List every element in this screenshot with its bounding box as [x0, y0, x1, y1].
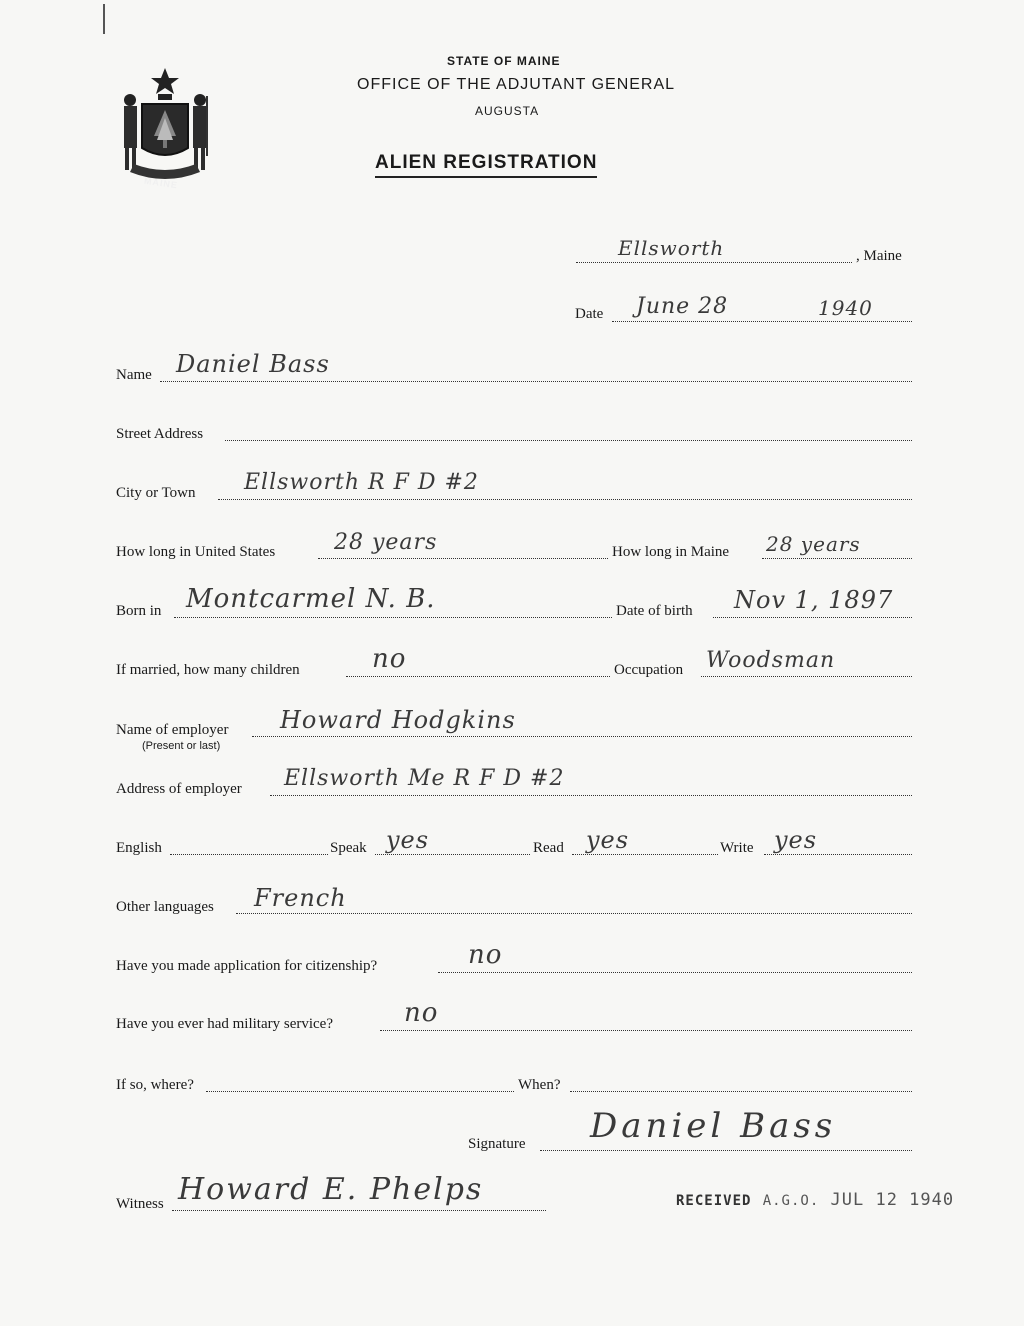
- scan-mark: [103, 4, 105, 34]
- place-value: Ellsworth: [618, 236, 725, 260]
- speak-label: Speak: [330, 840, 367, 856]
- employer-address-label: Address of employer: [116, 781, 242, 797]
- military-value: no: [404, 998, 439, 1028]
- children-value: no: [372, 644, 407, 674]
- signature-label: Signature: [468, 1136, 526, 1152]
- us-years-label: How long in United States: [116, 544, 276, 560]
- state-seal-icon: [112, 66, 218, 190]
- maine-years-value: 28 years: [766, 532, 861, 556]
- occupation-value: Woodsman: [706, 648, 836, 673]
- occupation-label: Occupation: [614, 662, 684, 678]
- born-value: Montcarmel N. B.: [186, 584, 436, 614]
- employer-sublabel: (Present or last): [142, 740, 221, 752]
- citizenship-label: Have you made application for citizenship?: [116, 958, 378, 974]
- date-month-day: June 28: [636, 294, 729, 319]
- employer-value: Howard Hodgkins: [280, 706, 516, 734]
- seal-label: MAINE: [143, 175, 179, 191]
- employer-label: Name of employer: [116, 722, 229, 738]
- children-label: If married, how many children: [116, 662, 300, 678]
- stamp-date: JUL 12 1940: [830, 1190, 955, 1210]
- where-label: If so, where?: [116, 1077, 194, 1093]
- dob-label: Date of birth: [616, 603, 693, 619]
- name-value: Daniel Bass: [176, 350, 330, 378]
- date-year: 1940: [818, 296, 873, 320]
- received-stamp: [676, 1190, 954, 1210]
- speak-value: yes: [386, 826, 430, 854]
- city-heading: AUGUSTA: [475, 104, 540, 118]
- witness-value: Howard E. Phelps: [178, 1172, 484, 1207]
- other-languages-value: French: [254, 884, 347, 912]
- military-label: Have you ever had military service?: [116, 1016, 333, 1032]
- when-label: When?: [518, 1077, 561, 1093]
- place-suffix: , Maine: [856, 248, 902, 264]
- employer-address-value: Ellsworth Me R F D #2: [284, 766, 565, 791]
- read-label: Read: [533, 840, 564, 856]
- dob-value: Nov 1, 1897: [734, 586, 894, 614]
- street-label: Street Address: [116, 426, 204, 442]
- maine-years-label: How long in Maine: [612, 544, 730, 560]
- other-languages-label: Other languages: [116, 899, 214, 915]
- us-years-value: 28 years: [334, 530, 438, 555]
- write-label: Write: [720, 840, 754, 856]
- state-heading: STATE OF MAINE: [447, 54, 561, 68]
- signature-value: Daniel Bass: [590, 1106, 837, 1146]
- witness-label: Witness: [116, 1196, 164, 1212]
- read-value: yes: [586, 826, 630, 854]
- name-label: Name: [116, 367, 152, 383]
- citizenship-value: no: [468, 940, 503, 970]
- stamp-received: RECEIVED: [676, 1193, 752, 1209]
- city-value: Ellsworth R F D #2: [244, 470, 479, 495]
- write-value: yes: [774, 826, 818, 854]
- office-heading: OFFICE OF THE ADJUTANT GENERAL: [357, 76, 676, 93]
- stamp-office: A.G.O.: [762, 1193, 820, 1209]
- date-label: Date: [575, 306, 604, 322]
- page-title: ALIEN REGISTRATION: [375, 152, 597, 178]
- english-label: English: [116, 840, 162, 856]
- city-label: City or Town: [116, 485, 196, 501]
- born-label: Born in: [116, 603, 162, 619]
